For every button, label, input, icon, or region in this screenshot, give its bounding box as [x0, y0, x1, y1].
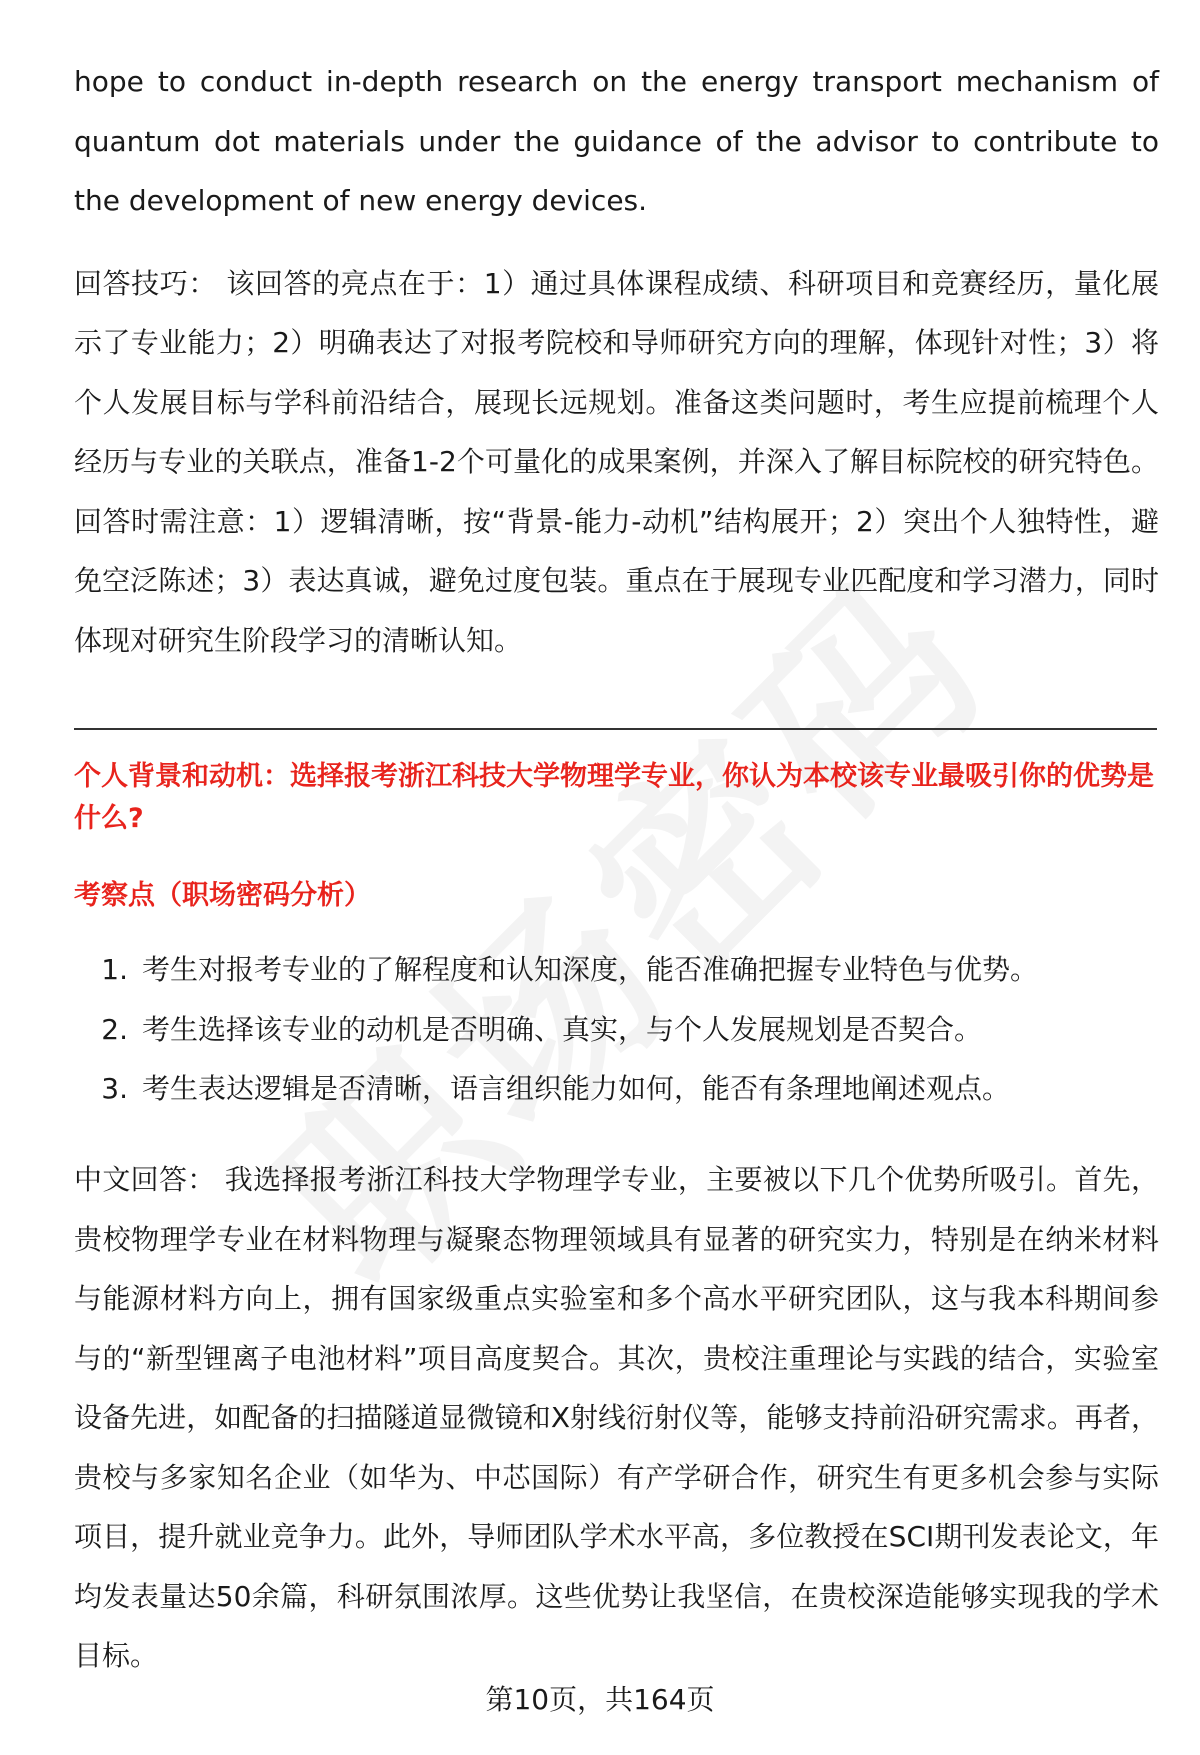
question-heading: 个人背景和动机：选择报考浙江科技大学物理学专业，你认为本校该专业最吸引你的优势是什么? — [74, 761, 1154, 834]
page-number-footer: 第10页，共164页 — [485, 1683, 715, 1716]
examination-points-heading: 考察点（职场密码分析） — [74, 880, 371, 911]
list-item — [74, 940, 1159, 1000]
list-item-number: 3. — [101, 1072, 128, 1105]
section-divider — [74, 728, 1157, 730]
list-item — [74, 1000, 1159, 1060]
list-item — [74, 1059, 1159, 1119]
intro-english-paragraph: hope to conduct in-depth research on the energy transport mechanism of quantum dot materials under the guidance of the advisor to contribute to the development of new energy devices. — [74, 65, 1159, 217]
list-item-text: 考生表达逻辑是否清晰，语言组织能力如何，能否有条理地阐述观点。 — [142, 1072, 1011, 1105]
list-item-number: 1. — [101, 953, 128, 986]
answer-tips-paragraph: 回答技巧： 该回答的亮点在于：1）通过具体课程成绩、科研项目和竞赛经历，量化展示了专业能力；2）明确表达了对报考院校和导师研究方向的理解，体现针对性；3）将个人发展目标与学科前沿结合，展现长远规划。准备这类问题时，考生应提前梳理个人经历与专业的关联点，准备1-2个可量化的成果案例，并深入了解目标院校的研究特色。回答时需注意：1）逻辑清晰，按“背景-能力-动机”结构展开；2）突出个人独特性，避免空泛陈述；3）表达真诚，避免过度包装。重点在于展现专业匹配度和学习潜力，同时体现对研究生阶段学习的清晰认知。 — [74, 266, 1159, 657]
chinese-answer-paragraph: 中文回答： 我选择报考浙江科技大学物理学专业，主要被以下几个优势所吸引。首先，贵校物理学专业在材料物理与凝聚态物理领域具有显著的研究实力，特别是在纳米材料与能源材料方向上，拥有国家级重点实验室和多个高水平研究团队，这与我本科期间参与的“新型锂离子电池材料”项目高度契合。其次，贵校注重理论与实践的结合，实验室设备先进，如配备的扫描隧道显微镜和X射线衍射仪等，能够支持前沿研究需求。再者，贵校与多家知名企业（如华为、中芯国际）有产学研合作，研究生有更多机会参与实际项目，提升就业竞争力。此外，导师团队学术水平高，多位教授在SCI期刊发表论文，年均发表量达50余篇，科研氛围浓厚。这些优势让我坚信，在贵校深造能够实现我的学术目标。 — [74, 1163, 1159, 1672]
page-body — [74, 52, 1159, 670]
list-item-text: 考生选择该专业的动机是否明确、真实，与个人发展规划是否契合。 — [142, 1012, 983, 1046]
list-item-number: 2. — [101, 1012, 128, 1046]
chinese-answer-section — [74, 1150, 1159, 1686]
list-item-text: 考生对报考专业的了解程度和认知深度，能否准确把握专业特色与优势。 — [142, 953, 1039, 986]
examination-points-list — [74, 940, 1159, 1119]
